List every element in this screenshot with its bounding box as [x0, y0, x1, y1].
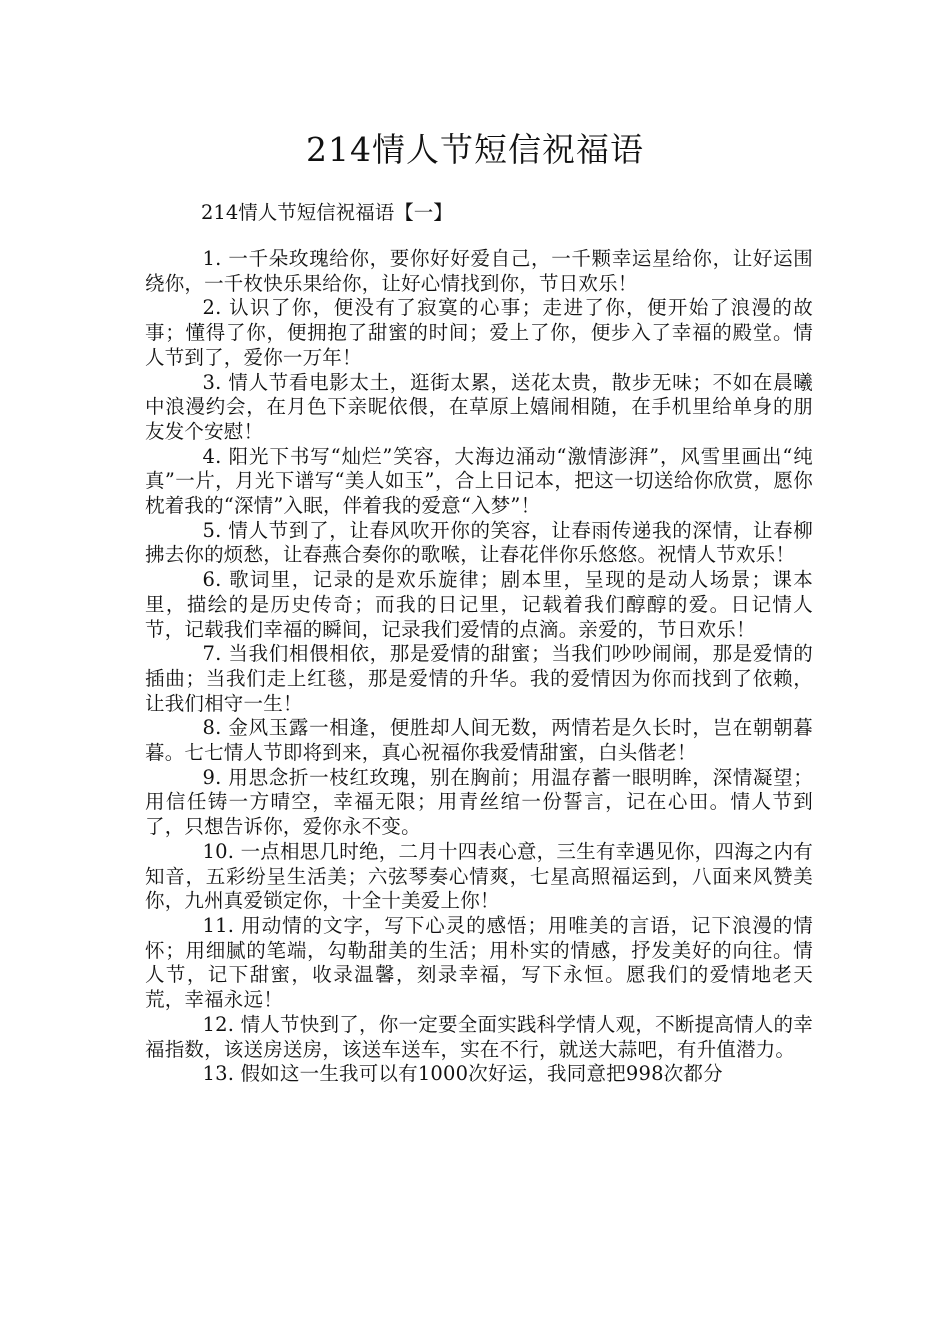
section-heading: 214情人节短信祝福语【一】: [201, 201, 453, 224]
wish-paragraph-4: 4. 阳光下书写“灿烂”笑容，大海边涌动“激情澎湃”，风雪里画出“纯真”一片，月光下谱写“美人如玉”，合上日记本，把这一切送给你欣赏，愿你枕着我的“深情”入眠，伴着我的爱意“入梦”！: [145, 444, 813, 518]
wish-paragraph-8: 8. 金风玉露一相逢，便胜却人间无数，两情若是久长时，岂在朝朝暮暮。七七情人节即将到来，真心祝福你我爱情甜蜜，白头偕老！: [145, 716, 813, 765]
wish-paragraph-2: 2. 认识了你，便没有了寂寞的心事；走进了你，便开始了浪漫的故事；懂得了你，便拥抱了甜蜜的时间；爱上了你，便步入了幸福的殿堂。情人节到了，爱你一万年！: [145, 296, 813, 369]
wish-paragraph-3: 3. 情人节看电影太土，逛街太累，送花太贵，散步无味；不如在晨曦中浪漫约会，在月色下亲昵依偎，在草原上嬉闹相随，在手机里给单身的朋友发个安慰！: [145, 370, 813, 443]
document-title: 214情人节短信祝福语: [306, 130, 644, 169]
wish-paragraph-9: 9. 用思念折一枝红玫瑰，别在胸前；用温存蓄一眼明眸，深情凝望；用信任铸一方晴空，幸福无限；用青丝绾一份誓言，记在心田。情人节到了，只想告诉你，爱你永不变。: [145, 765, 813, 839]
wish-paragraph-7: 7. 当我们相偎相依，那是爱情的甜蜜；当我们吵吵闹闹，那是爱情的插曲；当我们走上红毯，那是爱情的升华。我的爱情因为你而找到了依赖，让我们相守一生！: [145, 642, 813, 715]
wish-paragraph-10: 10. 一点相思几时绝，二月十四表心意，三生有幸遇见你，四海之内有知音，五彩纷呈生活美；六弦琴奏心情爽，七星高照福运到，八面来风赞美你，九州真爱锁定你，十全十美爱上你！: [145, 839, 813, 913]
wish-paragraph-12: 12. 情人节快到了，你一定要全面实践科学情人观，不断提高情人的幸福指数，该送房送房，该送车送车，实在不行，就送大蒜吧，有升值潜力。: [145, 1012, 813, 1061]
wish-paragraph-1: 1. 一千朵玫瑰给你，要你好好爱自己，一千颗幸运星给你，让好运围绕你，一千枚快乐果给你，让好心情找到你，节日欢乐！: [145, 247, 813, 295]
wish-paragraph-11: 11. 用动情的文字，写下心灵的感悟；用唯美的言语，记下浪漫的情怀；用细腻的笔端，勾勒甜美的生活；用朴实的情感，抒发美好的向往。情人节，记下甜蜜，收录温馨，刻录幸福，写下永恒。愿我们的爱情地老天荒，幸福永远！: [145, 913, 813, 1012]
wish-paragraph-5: 5. 情人节到了，让春风吹开你的笑容，让春雨传递我的深情，让春柳拂去你的烦愁，让春燕合奏你的歌喉，让春花伴你乐悠悠。祝情人节欢乐！: [145, 518, 813, 567]
wish-paragraph-6: 6. 歌词里，记录的是欢乐旋律；剧本里，呈现的是动人场景；课本里，描绘的是历史传奇；而我的日记里，记载着我们醇醇的爱。日记情人节，记载我们幸福的瞬间，记录我们爱情的点滴。亲爱的，节日欢乐！: [145, 568, 813, 641]
wish-paragraph-13: 13. 假如这一生我可以有1000次好运，我同意把998次都分: [202, 1062, 723, 1086]
document-body: [145, 247, 813, 1087]
